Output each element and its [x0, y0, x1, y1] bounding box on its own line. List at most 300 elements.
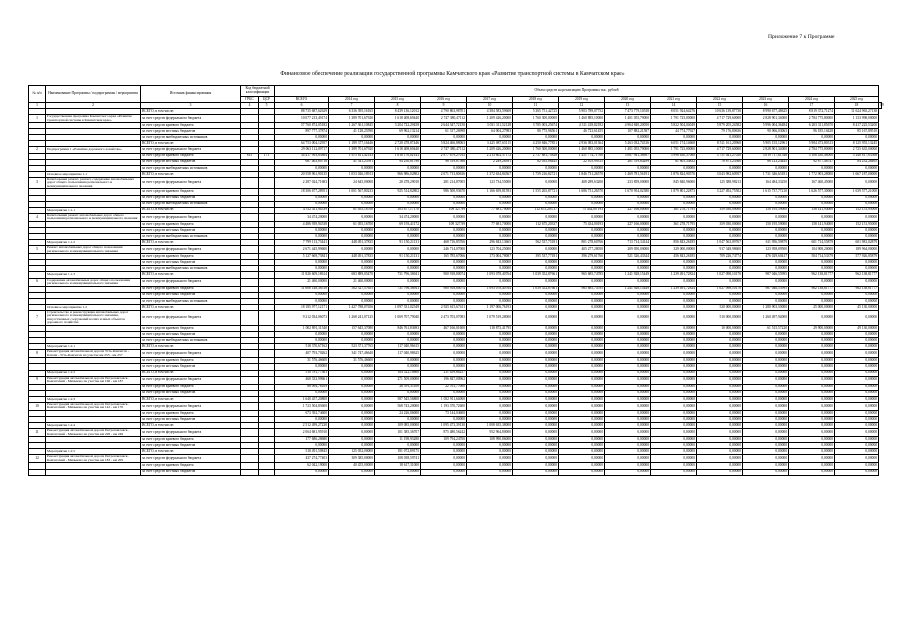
- row-number: 9: [29, 376, 46, 384]
- row-year-value: 0,00000: [743, 429, 789, 437]
- row-year-value: 73 144,04600: [421, 410, 467, 416]
- row-year-value: 0,00000: [743, 350, 789, 358]
- row-year-value: 1 267 361,10845: [329, 123, 375, 129]
- row-year-value: 601 714,55879: [789, 240, 835, 246]
- row-total: 1 723 504,83600: [275, 402, 329, 410]
- row-total: 11 826 609,18614: [275, 272, 329, 278]
- row-year-value: 158 141,94000: [789, 221, 835, 227]
- row-year-value: 0,00000: [697, 396, 743, 402]
- row-total: 0,00000: [275, 234, 329, 240]
- row-year-value: 0,00000: [651, 384, 697, 390]
- row-year-value: 0,00000: [513, 201, 559, 207]
- row-year-value: 0,00000: [835, 443, 879, 449]
- row-year-value: 2 213 602,37172: [467, 153, 513, 159]
- row-year-value: 0,00000: [605, 350, 651, 358]
- row-year-value: 0,00000: [559, 416, 605, 422]
- row-year-value: 0,00000: [559, 298, 605, 304]
- row-year-value: 44 774,77927: [651, 129, 697, 135]
- row-year-value: 523 371,37765: [329, 344, 375, 350]
- row-year-value: 0,00000: [789, 358, 835, 364]
- row-year-value: 0,00000: [789, 332, 835, 338]
- row-year-value: 0,00000: [743, 376, 789, 384]
- row-year-value: 0,00000: [697, 260, 743, 266]
- row-year-value: 1 280 903,50000: [743, 304, 789, 310]
- row-year-value: 341 747,46640: [329, 350, 375, 358]
- row-year-value: 0,00000: [743, 213, 789, 221]
- row-total: 4 486 939,94538: [275, 221, 329, 227]
- row-year-value: 0,00000: [559, 266, 605, 272]
- row-year-value: 0,00000: [329, 370, 375, 376]
- row-year-value: 0,00000: [421, 443, 467, 449]
- row-year-value: 0,00000: [651, 350, 697, 358]
- row-year-value: 0,00000: [697, 201, 743, 207]
- row-source: за счет средств местных бюджетов: [141, 416, 241, 422]
- row-year-value: 0,00000: [789, 298, 835, 304]
- row-year-value: 209 050,00000: [605, 246, 651, 254]
- header-col-number: 17: [789, 103, 835, 109]
- row-year-value: 0,00000: [651, 402, 697, 410]
- row-grbs: [241, 429, 259, 437]
- row-year-value: 1 460 885,10000: [559, 147, 605, 153]
- row-year-value: 1 618 408,69440: [375, 115, 421, 123]
- row-year-value: 361 278,71795: [651, 207, 697, 213]
- row-name: Капитальный ремонт, ремонт, содержание автомобильных дорог общего пользования регионального и межмуниципального значения: [46, 177, 141, 189]
- row-year-value: 0,00000: [651, 338, 697, 344]
- row-source: за счет средств краевого бюджета: [141, 410, 241, 416]
- row-year-value: 150 195,59000: [743, 207, 789, 213]
- row-year-value: 150 195,59000: [743, 221, 789, 227]
- row-year-value: 801 278,60766: [559, 240, 605, 246]
- row-csr: [259, 402, 275, 410]
- row-year-value: 0,00000: [467, 469, 513, 475]
- row-year-value: 1 879 801,22873: [651, 189, 697, 195]
- row-year-value: 0,00000: [835, 364, 879, 370]
- row-year-value: 1 001 567,80233: [329, 189, 375, 195]
- row-year-value: 0,00000: [421, 195, 467, 201]
- row-year-value: 0,00000: [835, 298, 879, 304]
- row-year-value: 0,00000: [651, 195, 697, 201]
- row-year-value: 3 227 492,75502: [697, 189, 743, 195]
- row-year-value: 108 990,86000: [467, 437, 513, 443]
- row-grbs: [241, 213, 259, 221]
- row-year-value: 227 166,00000: [605, 207, 651, 213]
- row-total: 57 760 874,05182: [275, 123, 329, 129]
- row-year-value: 0,00000: [835, 384, 879, 390]
- row-year-value: 0,00000: [789, 292, 835, 298]
- row-year-value: 3 785 003,25674: [513, 123, 559, 129]
- row-year-value: 61 055,16700: [329, 221, 375, 227]
- row-year-value: 0,00000: [329, 416, 375, 422]
- row-year-value: 0,00000: [559, 292, 605, 298]
- financing-table: [28, 85, 882, 476]
- row-year-value: 1 095 473,39130: [421, 423, 467, 429]
- row-source: за счет средств местных бюджетов: [141, 195, 241, 201]
- header-year: 2015 год: [375, 97, 421, 103]
- row-year-value: 123 734,55000: [467, 177, 513, 189]
- row-source: ВСЕГО, в том числе:: [141, 240, 241, 246]
- row-source: ВСЕГО, в том числе:: [141, 423, 241, 429]
- row-source: ВСЕГО, в том числе:: [141, 304, 241, 310]
- row-year-value: 0,00000: [605, 463, 651, 469]
- row-year-value: 0,00000: [605, 292, 651, 298]
- row-year-value: 0,00000: [651, 416, 697, 422]
- row-year-value: 86 123,24445: [743, 159, 789, 165]
- row-year-value: 173 004,78087: [467, 254, 513, 260]
- row-year-value: 0,00000: [789, 469, 835, 475]
- row-year-value: 165 785,67066: [421, 254, 467, 260]
- row-year-value: 90 966,03063: [743, 129, 789, 135]
- row-year-value: 0,00000: [375, 260, 421, 266]
- row-year-value: 0,00000: [513, 364, 559, 370]
- row-year-value: 309 385,00000: [329, 455, 375, 463]
- row-total: 2 671 445,99600: [275, 246, 329, 254]
- row-year-value: 0,00000: [467, 165, 513, 171]
- row-year-value: 0,00000: [559, 260, 605, 266]
- row-year-value: 5 263 032,74316: [605, 141, 651, 147]
- row-number: 10: [29, 402, 46, 410]
- row-year-value: 0,00000: [375, 469, 421, 475]
- row-total: 5 127 669,73841: [275, 254, 329, 260]
- row-name: Мероприятие 1.1.3: [46, 272, 141, 278]
- row-year-value: 164 484,33250: [743, 177, 789, 189]
- row-year-value: 1 260 497,94000: [743, 310, 789, 325]
- row-year-value: 0,00000: [421, 469, 467, 475]
- row-year-value: 0,00000: [835, 455, 879, 463]
- row-total: 518 491,50843: [275, 449, 329, 455]
- row-year-value: 0,00000: [697, 429, 743, 437]
- row-grbs: [241, 278, 259, 286]
- table-row: [29, 350, 882, 358]
- row-year-value: 0,00000: [513, 396, 559, 402]
- row-year-value: 45 130,00000: [835, 304, 879, 310]
- row-year-value: 22 105,99315: [559, 159, 605, 165]
- row-source: за счет средств краевого бюджета: [141, 286, 241, 292]
- row-total: 64 753 004,12957: [275, 141, 329, 147]
- row-year-value: 3 019 717,61546: [743, 153, 789, 159]
- row-total: 18 185 977,12171: [275, 304, 329, 310]
- row-year-value: 467 166,01600: [421, 325, 467, 331]
- row-year-value: 0,00000: [559, 325, 605, 331]
- row-year-value: 0,00000: [697, 350, 743, 358]
- row-source: ВСЕГО, в том числе:: [141, 109, 241, 115]
- row-year-value: 0,00000: [697, 135, 743, 141]
- row-year-value: 0,00000: [605, 338, 651, 344]
- row-year-value: 0,00000: [651, 410, 697, 416]
- row-year-value: 0,00000: [421, 266, 467, 272]
- row-year-value: 0,00000: [329, 384, 375, 390]
- row-year-value: 0,00000: [789, 455, 835, 463]
- row-year-value: 0,00000: [605, 213, 651, 221]
- row-year-value: 0,00000: [697, 469, 743, 475]
- row-year-value: 709 226,74774: [697, 254, 743, 260]
- row-year-value: 123 704,25000: [467, 246, 513, 254]
- row-year-value: 0,00000: [467, 266, 513, 272]
- row-year-value: 0,00000: [789, 278, 835, 286]
- row-year-value: 0,00000: [329, 338, 375, 344]
- row-year-value: 0,00000: [743, 443, 789, 449]
- row-year-value: 157 645,37080: [329, 325, 375, 331]
- row-year-value: 61 515,57220: [743, 325, 789, 331]
- row-year-value: 8 417 225,53200: [835, 123, 879, 129]
- row-year-value: 0,00000: [467, 227, 513, 233]
- row-year-value: 5 365 751,42725: [513, 109, 559, 115]
- row-year-value: 1 193 370,72600: [421, 402, 467, 410]
- row-year-value: 1 372 634,84567: [467, 171, 513, 177]
- row-source: за счет средств краевого бюджета: [141, 123, 241, 129]
- row-year-value: 5 248 817,63568: [835, 153, 879, 159]
- row-number: 11: [29, 429, 46, 437]
- row-year-value: 0,00000: [605, 423, 651, 429]
- row-year-value: 0,00000: [651, 429, 697, 437]
- row-year-value: 1 209 426,20000: [467, 147, 513, 153]
- row-year-value: 69 193,41172: [375, 221, 421, 227]
- row-year-value: 0,00000: [329, 135, 375, 141]
- row-year-value: 0,00000: [421, 298, 467, 304]
- row-year-value: 91 150,21131: [375, 254, 421, 260]
- row-year-value: 0,00000: [467, 201, 513, 207]
- row-year-value: 94 250,81790: [375, 159, 421, 165]
- row-year-value: 0,00000: [651, 370, 697, 376]
- row-total: 0,00000: [275, 443, 329, 449]
- row-year-value: 0,00000: [605, 390, 651, 396]
- row-year-value: 1 241 928,15449: [605, 286, 651, 292]
- row-year-value: 0,00000: [651, 213, 697, 221]
- row-year-value: 0,00000: [467, 455, 513, 463]
- row-year-value: 1 079 519,28000: [467, 310, 513, 325]
- row-year-value: 281 214,87005: [421, 177, 467, 189]
- row-year-value: 504 714,53379: [789, 254, 835, 260]
- row-grbs: [241, 246, 259, 254]
- row-year-value: 0,00000: [651, 304, 697, 310]
- row-year-value: 0,00000: [651, 260, 697, 266]
- row-name: Мероприятие 1.1.1: [46, 207, 141, 213]
- row-year-value: 26 591,31100: [375, 384, 421, 390]
- row-year-value: 0,00000: [835, 338, 879, 344]
- row-source: ВСЕГО, в том числе:: [141, 272, 241, 278]
- row-year-value: 856 843,26185: [651, 240, 697, 246]
- header-year: 2025 год: [835, 97, 879, 103]
- row-year-value: 0,00000: [743, 463, 789, 469]
- row-year-value: 0,00000: [329, 195, 375, 201]
- row-total: 7 799 113,73441: [275, 240, 329, 246]
- row-year-value: 448 491,37835: [329, 240, 375, 246]
- row-year-value: 510 000,00000: [697, 310, 743, 325]
- row-total: 0,00000: [275, 201, 329, 207]
- row-year-value: 0,00000: [743, 449, 789, 455]
- row-year-value: 0,00000: [513, 338, 559, 344]
- row-year-value: 0,00000: [559, 429, 605, 437]
- row-year-value: 28 478,29010: [375, 177, 421, 189]
- row-year-value: 0,00000: [421, 260, 467, 266]
- row-year-value: 10 000,00000: [697, 325, 743, 331]
- row-year-value: 10 636 139,87738: [697, 109, 743, 115]
- row-year-value: 0,00000: [513, 195, 559, 201]
- row-total: 687 463,80716: [275, 159, 329, 165]
- row-year-value: 0,00000: [835, 390, 879, 396]
- row-year-value: 468 716,85766: [421, 240, 467, 246]
- row-year-value: 0,00000: [789, 402, 835, 410]
- row-source: за счет средств местных бюджетов: [141, 292, 241, 298]
- row-name: Реконструкция автомобильной дороги Петропавловск-Камчатский - Мильково на участке км 142 - км 170: [46, 402, 141, 410]
- row-year-value: 0,00000: [467, 292, 513, 298]
- row-year-value: 0,00000: [651, 396, 697, 402]
- row-year-value: 0,00000: [605, 332, 651, 338]
- row-year-value: 1 239 491,72824: [651, 286, 697, 292]
- row-number: 3: [29, 177, 46, 189]
- row-year-value: 1 460 885,10000: [559, 115, 605, 123]
- row-year-value: 4 384 583,59608: [467, 109, 513, 115]
- row-year-value: 0,00000: [789, 429, 835, 437]
- row-total: 468 333,99661: [275, 376, 329, 384]
- row-year-value: 109 327,99: [421, 221, 467, 227]
- row-year-value: 0,00000: [835, 423, 879, 429]
- row-year-value: 0,00000: [697, 437, 743, 443]
- row-year-value: 0,00000: [835, 344, 879, 350]
- row-source: ВСЕГО, в том числе:: [141, 171, 241, 177]
- row-year-value: 34 474,20000: [375, 213, 421, 221]
- row-year-value: 0,00000: [651, 135, 697, 141]
- row-year-value: 0,00000: [329, 298, 375, 304]
- row-year-value: 0,00000: [329, 390, 375, 396]
- header-year: 2023 год: [743, 97, 789, 103]
- row-source: ВСЕГО, в том числе:: [141, 141, 241, 147]
- header-year: 2024 год: [789, 97, 835, 103]
- row-source: за счет средств внебюджетных источников: [141, 298, 241, 304]
- row-year-value: 0,00000: [559, 463, 605, 469]
- row-year-value: 69 962,13214: [375, 129, 421, 135]
- row-name: Мероприятие 1.2.2: [46, 370, 141, 376]
- row-year-value: 0,00000: [421, 358, 467, 364]
- row-source: за счет средств федерального бюджета: [141, 310, 241, 325]
- row-year-value: 0,00000: [467, 384, 513, 390]
- row-year-value: 0,00000: [513, 165, 559, 171]
- row-year-value: 0,00000: [697, 455, 743, 463]
- row-year-value: 227 166,00000: [605, 221, 651, 227]
- row-number: 7: [29, 310, 46, 325]
- row-year-value: 46 723,61455: [559, 129, 605, 135]
- row-source: за счет средств федерального бюджета: [141, 376, 241, 384]
- row-year-value: 0,00000: [513, 344, 559, 350]
- row-year-value: 925 514,82802: [375, 189, 421, 195]
- row-year-value: 0,00000: [697, 165, 743, 171]
- row-year-value: 0,00000: [559, 437, 605, 443]
- row-year-value: 1 027 098,10170: [697, 286, 743, 292]
- row-year-value: 0,00000: [605, 195, 651, 201]
- row-year-value: 0,00000: [697, 364, 743, 370]
- row-source: за счет средств краевого бюджета: [141, 153, 241, 159]
- row-total: 68 094,76109: [275, 384, 329, 390]
- row-year-value: 0,00000: [835, 201, 879, 207]
- row-year-value: 1 731 346,63181: [743, 171, 789, 177]
- row-year-value: 0,00000: [513, 429, 559, 437]
- row-year-value: 0,00000: [559, 370, 605, 376]
- row-year-value: 0,00000: [743, 358, 789, 364]
- row-year-value: 3 751 041,27020: [697, 153, 743, 159]
- row-year-value: 0,00000: [743, 416, 789, 422]
- row-year-value: 0,00000: [743, 201, 789, 207]
- row-year-value: 0,00000: [467, 332, 513, 338]
- row-year-value: 0,00000: [697, 376, 743, 384]
- row-year-value: 5 984 473,80313: [789, 141, 835, 147]
- row-year-value: 1 639 577,21000: [835, 189, 879, 195]
- row-year-value: 0,00000: [605, 455, 651, 463]
- row-grbs: [241, 310, 259, 325]
- row-year-value: 965 685,74785: [559, 286, 605, 292]
- row-year-value: 962 138,81777: [835, 286, 879, 292]
- row-year-value: 4 790 863,98701: [421, 109, 467, 115]
- row-year-value: 0,00000: [789, 384, 835, 390]
- row-year-value: 0,00000: [375, 416, 421, 422]
- header-col-number: 1: [29, 103, 46, 109]
- row-year-value: 0,00000: [375, 292, 421, 298]
- header-col-number: 8: [375, 103, 421, 109]
- table-row: [29, 429, 882, 437]
- row-grbs: [241, 350, 259, 358]
- row-year-value: 0,00000: [835, 396, 879, 402]
- row-csr: [259, 213, 275, 221]
- row-total: 1 640 457,20800: [275, 396, 329, 402]
- row-year-value: 189 964,00000: [835, 246, 879, 254]
- row-year-value: 1 008 635,38000: [467, 423, 513, 429]
- row-total: 0,00000: [275, 260, 329, 266]
- row-year-value: 40 455,00000: [329, 463, 375, 469]
- row-year-value: 0,00000: [421, 364, 467, 370]
- row-year-value: 0,00000: [375, 201, 421, 207]
- row-year-value: 0,00000: [467, 410, 513, 416]
- row-year-value: 6 203 311,85670: [789, 123, 835, 129]
- row-year-value: 962 138,81777: [789, 272, 835, 278]
- row-year-value: 181 072,89175: [375, 449, 421, 455]
- row-year-value: 49 130,00000: [835, 325, 879, 331]
- row-year-value: 0,00000: [375, 332, 421, 338]
- row-year-value: 0,00000: [743, 332, 789, 338]
- row-year-value: 1 039 352,87661: [513, 286, 559, 292]
- row-year-value: 0,00000: [697, 338, 743, 344]
- row-year-value: 0,00000: [513, 177, 559, 189]
- row-source: за счет средств внебюджетных источников: [141, 165, 241, 171]
- row-year-value: 0,00000: [835, 463, 879, 469]
- row-year-value: 1 760 300,00000: [513, 115, 559, 123]
- row-year-value: 2 828 901,34000: [743, 115, 789, 123]
- row-year-value: 0,00000: [651, 234, 697, 240]
- row-year-value: 2 725 635,00000: [835, 147, 879, 153]
- row-year-value: 24 226,06000: [375, 410, 421, 416]
- row-year-value: 0,00000: [421, 344, 467, 350]
- row-year-value: 1 401 055,79000: [605, 147, 651, 153]
- row-year-value: 987 046,55995: [743, 272, 789, 278]
- row-year-value: 0,00000: [605, 344, 651, 350]
- row-year-value: 107 882,21587: [605, 129, 651, 135]
- row-year-value: 0,00000: [835, 227, 879, 233]
- row-year-value: 3 031 311,52128: [467, 123, 513, 129]
- row-source: за счет средств федерального бюджета: [141, 455, 241, 463]
- row-year-value: 0,00000: [513, 325, 559, 331]
- row-year-value: 0,00000: [559, 165, 605, 171]
- row-year-value: 78 871,23560: [697, 159, 743, 165]
- row-year-value: 0,00000: [329, 429, 375, 437]
- row-year-value: 0,00000: [329, 443, 375, 449]
- row-year-value: 0,00000: [697, 278, 743, 286]
- row-year-value: 962 138,81777: [835, 272, 879, 278]
- row-year-value: 1 791 725,00000: [651, 147, 697, 153]
- header-col-number: 18: [835, 103, 879, 109]
- row-year-value: 0,00000: [375, 266, 421, 272]
- row-year-value: 0,00000: [559, 201, 605, 207]
- row-total: 0,00000: [275, 469, 329, 475]
- row-year-value: 0,00000: [329, 376, 375, 384]
- header-col-number: 11: [513, 103, 559, 109]
- row-year-value: 846 761,83693: [375, 325, 421, 331]
